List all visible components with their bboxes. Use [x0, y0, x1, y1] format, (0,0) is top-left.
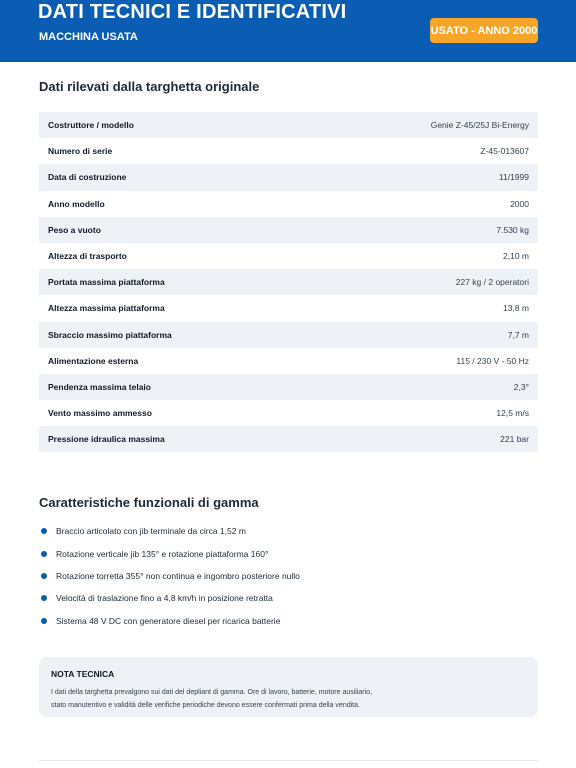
spec-value: 7,7 m	[507, 329, 529, 340]
technical-note	[39, 657, 538, 717]
spec-label: Numero di serie	[48, 146, 113, 157]
spec-value: 115 / 230 V - 50 Hz	[456, 355, 529, 366]
spec-value: 12,5 m/s	[496, 408, 529, 419]
features-section-title: Caratteristiche funzionali di gamma	[39, 495, 259, 510]
spec-row	[39, 112, 538, 138]
spec-row	[39, 138, 538, 164]
list-item	[39, 520, 538, 542]
spec-row	[39, 348, 538, 374]
spec-value: 13,8 m	[503, 303, 529, 314]
feature-text: Rotazione torretta 355° non continua e ingombro posteriore nullo	[56, 570, 300, 581]
spec-label: Altezza massima piattaforma	[48, 303, 165, 314]
spec-row	[39, 374, 538, 400]
spec-row	[39, 243, 538, 269]
page-header	[0, 0, 576, 62]
spec-label: Peso a vuoto	[48, 224, 101, 235]
bullet-icon	[41, 618, 47, 624]
spec-value: 2,10 m	[503, 251, 529, 262]
spec-value: 2,3°	[513, 381, 529, 392]
feature-text: Rotazione verticale jib 135° e rotazione piattaforma 160°	[56, 548, 269, 559]
specs-table	[39, 112, 538, 452]
feature-text: Velocità di traslazione fino a 4,8 km/h in posizione retratta	[56, 593, 273, 604]
spec-row	[39, 295, 538, 321]
spec-row	[39, 191, 538, 217]
note-title: NOTA TECNICA	[51, 669, 115, 679]
spec-label: Alimentazione esterna	[48, 355, 139, 366]
footer-divider	[39, 760, 538, 761]
features-list	[39, 520, 538, 632]
specs-section-title: Dati rilevati dalla targhetta originale	[39, 79, 260, 94]
spec-row	[39, 322, 538, 348]
spec-value: 11/1999	[498, 172, 529, 183]
note-line-1: I dati della targhetta prevalgono sui dati del depliant di gamma. Ore di lavoro, batterie, motore ausiliario,	[51, 689, 373, 696]
list-item	[39, 565, 538, 587]
spec-label: Vento massimo ammesso	[48, 408, 152, 419]
spec-value: 2000	[510, 198, 529, 209]
spec-label: Data di costruzione	[48, 172, 127, 183]
spec-value: Genie Z-45/25J Bi-Energy	[430, 120, 529, 131]
note-line-2: stato manutentivo e validità delle verifiche periodiche devono essere confermati prima della vendita.	[51, 701, 360, 709]
feature-text: Sistema 48 V DC con generatore diesel per ricarica batterie	[56, 615, 281, 626]
bullet-icon	[41, 528, 47, 534]
spec-label: Anno modello	[48, 198, 105, 209]
spec-value: 227 kg / 2 operatori	[455, 277, 529, 288]
bullet-icon	[41, 573, 47, 579]
spec-label: Costruttore / modello	[48, 120, 134, 131]
spec-row	[39, 269, 538, 295]
spec-label: Altezza di trasporto	[48, 251, 127, 262]
spec-row	[39, 164, 538, 190]
spec-row	[39, 217, 538, 243]
spec-row	[39, 400, 538, 426]
page-subtitle: MACCHINA USATA	[39, 31, 138, 43]
spec-label: Sbraccio massimo piattaforma	[48, 329, 172, 340]
spec-value: 7.530 kg	[496, 224, 529, 235]
spec-value: Z-45-013607	[480, 146, 529, 157]
spec-value: 221 bar	[500, 434, 529, 445]
feature-text: Braccio articolato con jib terminale da circa 1,52 m	[56, 526, 246, 537]
bullet-icon	[41, 595, 47, 601]
list-item	[39, 542, 538, 564]
list-item	[39, 610, 538, 632]
spec-row	[39, 426, 538, 452]
spec-label: Portata massima piattaforma	[48, 277, 165, 288]
spec-label: Pendenza massima telaio	[48, 381, 151, 392]
spec-label: Pressione idraulica massima	[48, 434, 165, 445]
bullet-icon	[41, 551, 47, 557]
status-badge: USATO - ANNO 2000	[430, 18, 538, 43]
list-item	[39, 587, 538, 609]
page-title: DATI TECNICI E IDENTIFICATIVI	[38, 1, 347, 23]
